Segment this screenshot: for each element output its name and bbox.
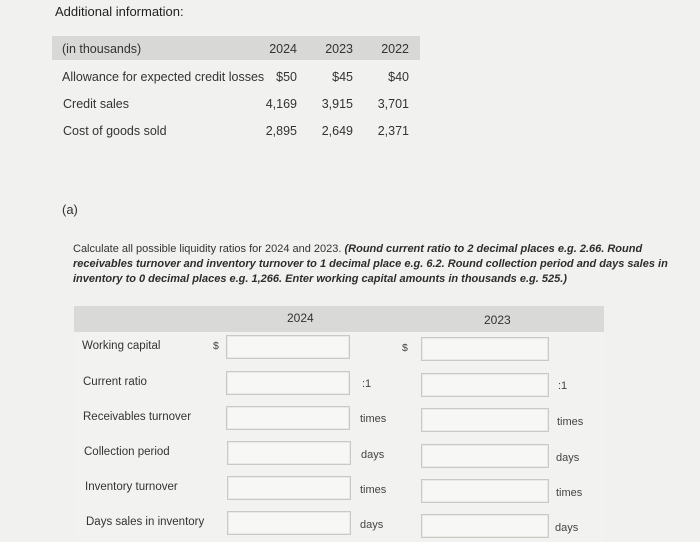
info-row-label: Allowance for expected credit losses bbox=[62, 70, 265, 84]
row-label-inventory-turnover: Inventory turnover bbox=[85, 481, 178, 493]
current-ratio-2024-input[interactable] bbox=[226, 371, 350, 395]
info-cell: 4,169 bbox=[265, 97, 297, 111]
inventory-turnover-2024-input[interactable] bbox=[227, 476, 351, 500]
days-unit: days bbox=[361, 449, 385, 461]
info-cell: $50 bbox=[276, 70, 297, 84]
ratio-unit: :1 bbox=[558, 380, 568, 392]
receivables-turnover-2024-input[interactable] bbox=[226, 406, 350, 430]
receivables-turnover-2023-input[interactable] bbox=[421, 408, 549, 432]
part-a-label: (a) bbox=[62, 202, 78, 217]
info-cell: $45 bbox=[332, 70, 353, 84]
info-year-2023: 2023 bbox=[325, 42, 353, 56]
times-unit: times bbox=[556, 487, 583, 499]
info-cell: 2,371 bbox=[377, 124, 409, 138]
info-cell: 2,895 bbox=[265, 124, 297, 138]
info-cell: 3,701 bbox=[377, 97, 409, 111]
days-unit: days bbox=[556, 452, 580, 464]
ratio-year-2024: 2024 bbox=[287, 311, 314, 325]
days-unit: days bbox=[555, 522, 579, 534]
collection-period-2024-input[interactable] bbox=[227, 441, 351, 465]
collection-period-2023-input[interactable] bbox=[421, 444, 549, 468]
inventory-turnover-2023-input[interactable] bbox=[421, 479, 549, 503]
row-label-working-capital: Working capital bbox=[82, 340, 161, 352]
dollar-sign: $ bbox=[402, 342, 408, 354]
ratio-unit: :1 bbox=[362, 378, 372, 390]
row-label-days-sales-in-inventory: Days sales in inventory bbox=[86, 516, 205, 528]
info-row-label: Cost of goods sold bbox=[63, 124, 167, 138]
info-cell: 3,915 bbox=[321, 97, 353, 111]
working-capital-2024-input[interactable] bbox=[226, 335, 350, 359]
additional-information-heading: Additional information: bbox=[55, 4, 184, 19]
info-year-2024: 2024 bbox=[269, 42, 297, 56]
days-sales-inventory-2023-input[interactable] bbox=[421, 514, 549, 538]
days-unit: days bbox=[360, 519, 384, 531]
ratio-table-header bbox=[74, 306, 604, 332]
info-row-label: Credit sales bbox=[63, 97, 129, 111]
info-cell: 2,649 bbox=[321, 124, 353, 138]
current-ratio-2023-input[interactable] bbox=[421, 373, 549, 397]
working-capital-2023-input[interactable] bbox=[421, 337, 549, 361]
row-label-collection-period: Collection period bbox=[84, 446, 170, 458]
times-unit: times bbox=[360, 413, 387, 425]
instructions-main: Calculate all possible liquidity ratios for 2024 and 2023. bbox=[73, 243, 345, 255]
times-unit: times bbox=[557, 416, 584, 428]
times-unit: times bbox=[360, 484, 387, 496]
info-header-label: (in thousands) bbox=[62, 42, 142, 56]
instructions bbox=[73, 242, 700, 287]
dollar-sign: $ bbox=[213, 340, 219, 352]
instructions-rounding: (Round current ratio to 2 decimal places e.g. 2.66. Round receivables turnover and inventory turnover to 1 decimal place e.g. 6.2. Round collection period and days sales in inventory to 0 decimal places e.g. 1,266. Enter working capital amounts in thousands e.g. 525.) bbox=[73, 243, 668, 285]
row-label-receivables-turnover: Receivables turnover bbox=[83, 411, 192, 423]
info-cell: $40 bbox=[388, 70, 409, 84]
row-label-current-ratio: Current ratio bbox=[83, 376, 147, 388]
days-sales-inventory-2024-input[interactable] bbox=[227, 511, 351, 535]
ratio-year-2023: 2023 bbox=[484, 313, 511, 327]
info-year-2022: 2022 bbox=[381, 42, 409, 56]
